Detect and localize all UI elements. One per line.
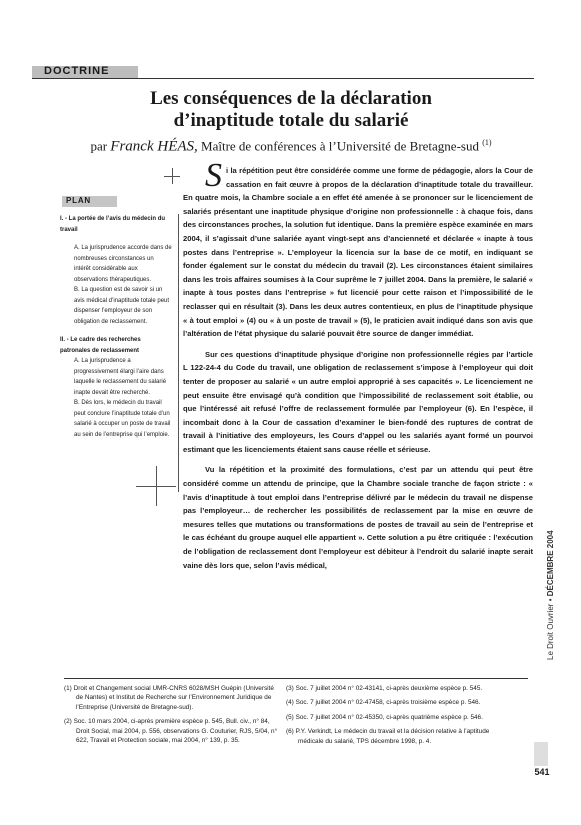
running-head-separator: • [546, 598, 555, 602]
plan-outline [60, 214, 172, 440]
header-rule [32, 78, 534, 79]
issue-date: DÉCEMBRE 2004 [546, 530, 555, 597]
footnotes-left [64, 684, 280, 750]
crop-mark [136, 486, 176, 487]
author-role: Maître de conférences à l’Université de Bretagne-sud [201, 138, 479, 154]
body-paragraph: Sur ces questions d’inaptitude physique d’origine non professionnelle régies par l’article L 122-24-4 du Code du travail, une obligation de reclassement s’impose à l’employeur qui doit tenter de proposer au salarié « un autre emploi approprié à ses capacités ». Le licenciement ne peut ensuite être envisagé qu’à condition que l’impossibilité de reclassement soit établie, ou que l’intéressé ait refusé l’offre de reclassement formulée par l’employeur (6). En l’espèce, il incombait donc à la Cour de cassation d’examiner le bien-fondé des ruptures de contrat de travail à l’initiative des employeurs, les Cours d’appel ou les salariés ayant formé un pourvoi estimant que les licenciements étaient sans cause réelle et sérieuse. [183, 349, 533, 454]
footnote-rule [64, 678, 528, 679]
plan-item: A. La jurisprudence a progressivement élargi l’aire dans laquelle le reclassement du salarié inapte devait être recherché. [74, 358, 167, 396]
body-paragraph: Vu la répétition et la proximité des formulations, c’est par un attendu qui peut être considéré comme un attendu de principe, que la Chambre sociale tranche de façon stricte : « l’avis d’inaptitude à tout emploi dans l’entreprise délivré par le médecin du travail ne dispense pas l’employeur… de rechercher les possibilités de reclassement par la mise en œuvre de mesures telles que mutations ou transformations de postes de travail au sein de l’entreprise et le cas échéant du groupe auquel elle appartient ». Cette solution a pu être critiquée : l’exécution de l’obligation de reclassement dont l’employeur est débiteur à l’endroit du salarié inapte serait vaine dès lors que, selon l’avis médical, [183, 465, 533, 570]
author-name: Franck HÉAS, [110, 138, 198, 155]
page-number-tab [534, 742, 548, 766]
footnote: (1) Droit et Changement social UMR-CNRS 6028/MSH Guépin (Université de Nantes) et Institut de Recherche sur l’Environnement Juridique de l’Entreprise (Université de Bretagne-sud). [64, 685, 274, 711]
footnote: (2) Soc. 10 mars 2004, ci-après première espèce p. 545, Bull. civ., n° 84, Droit Social, mai 2004, p. 556, observations G. Couturier, RJS, 5/04, n° 622, Travail et Protection sociale, mai 2004, n° 139, p. 35. [64, 718, 278, 745]
footnotes-right [286, 684, 496, 751]
plan-item: B. La question est de savoir si un avis médical d’inaptitude totale peut dispenser l’employeur de son obligation de reclassement. [74, 287, 170, 325]
byline-prefix: par [90, 138, 108, 154]
article-title-line-2: d’inaptitude totale du salarié [173, 110, 409, 131]
footnote: (3) Soc. 7 juillet 2004 n° 02-43141, ci-après deuxième espèce p. 545. [286, 685, 483, 692]
footnote: (5) Soc. 7 juillet 2004 n° 02-45350, ci-après quatrième espèce p. 546. [286, 713, 483, 721]
running-head [546, 520, 560, 660]
paragraph-text: i la répétition peut être considérée comme une forme de pédagogie, alors la Cour de cassation en fait œuvre à propos de la déclaration d’inaptitude totale du travailleur. En quatre mois, la Chambre sociale a en effet été amenée à se prononcer sur le licenciement de salariés présentant une inaptitude physique d’origine non professionnelle : à chaque fois, dans des circonstances proches, la solution fut identique. Dans la première espèce examinée en mars 2004, il s’agissait d’une salariée ayant vingt-sept ans d’ancienneté et déclarée « inapte à tous postes dans l’entreprise ». L’employeur la licencia sur la base de ce motif, en indiquant se fonder également sur le constat du médecin du travail (2). Les circonstances étaient similaires dans les trois affaires soumises à la Cour suprême le 7 juillet 2004. Dans la première, le salarié « inapte à tous postes dans l’entreprise » fut licencié pour cette raison et l’impossibilité de le reclasser qui en résultait (3). Dans les deux autres contentieux, en plus de l’inaptitude physique « à tout emploi » (4) ou « à un poste de travail » (5), le praticien avait indiqué dans son avis que l’altération de l’état physique du salarié pouvait être source de danger immédiat. [183, 166, 533, 339]
plan-item: B. Dès lors, le médecin du travail peut conclure l’inaptitude totale d’un salarié à occuper un poste de travail au sein de l’entreprise qui l’emploie. [74, 400, 171, 438]
article-body [183, 157, 533, 579]
footnote: (4) Soc. 7 juillet 2004 n° 02-47458, ci-après troisième espèce p. 546. [286, 699, 481, 707]
crop-mark [164, 176, 180, 177]
body-paragraph [183, 157, 533, 341]
plan-item: A. La jurisprudence accorde dans de nombreuses circonstances un intérêt considérable aux observations thérapeutiques. [74, 245, 172, 283]
section-label: DOCTRINE [44, 65, 110, 77]
plan-label: PLAN [66, 196, 91, 205]
byline [40, 138, 542, 155]
article-title-line-1: Les conséquences de la déclaration [150, 88, 432, 109]
plan-divider [178, 214, 179, 492]
drop-cap: S [205, 157, 222, 194]
plan-heading: II. - Le cadre des recherches patronales de reclassement [60, 337, 141, 354]
plan-heading: I. - La portée de l’avis du médecin du travail [60, 216, 166, 233]
byline-note-ref: (1) [482, 138, 492, 147]
footnote: (6) P.Y. Verkindt, Le médecin du travail et la décision relative à l’aptitude médicale du salarié, TPS décembre 1998, p. 4. [286, 728, 490, 745]
journal-name: Le Droit Ouvrier [546, 603, 555, 660]
page-number: 541 [534, 767, 550, 777]
